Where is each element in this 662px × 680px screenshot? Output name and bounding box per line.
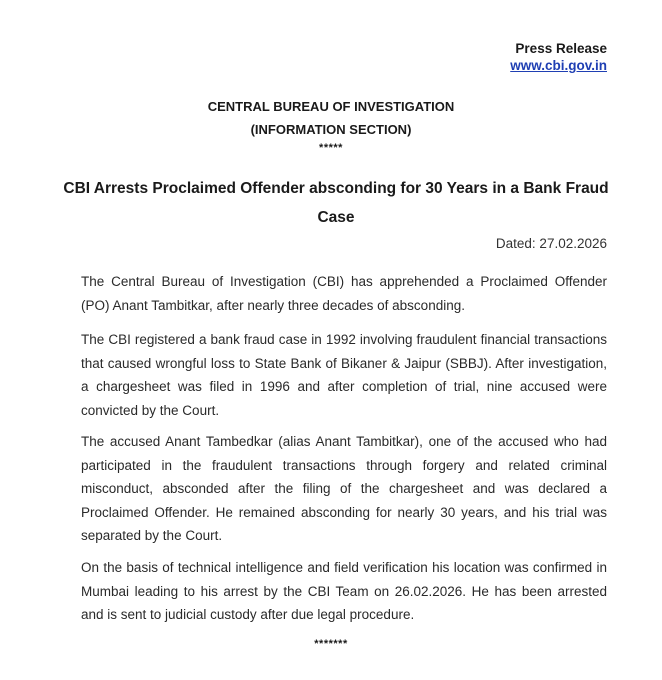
cbi-website-link[interactable]: www.cbi.gov.in <box>510 58 607 73</box>
organization-block <box>0 95 662 155</box>
paragraph-1: The Central Bureau of Investigation (CBI) has apprehended a Proclaimed Offender (PO) Anant Tambitkar, after nearly three decades of absconding. <box>81 274 607 313</box>
organization-name: CENTRAL BUREAU OF INVESTIGATION <box>207 99 455 114</box>
press-release-label: Press Release <box>515 41 607 56</box>
end-marker: ******* <box>314 638 348 650</box>
press-release-headline: CBI Arrests Proclaimed Offender absconding for 30 Years in a Bank Fraud Case <box>63 180 609 226</box>
paragraph-2: The CBI registered a bank fraud case in 1992 involving fraudulent financial transactions that caused wrongful loss to State Bank of Bikaner & Jaipur (SBBJ). After investigation, a chargesheet was filed in 1996 and after completion of trial, nine accused were convicted by the Court. <box>81 332 607 418</box>
press-release-header <box>510 40 607 74</box>
header-separator: ***** <box>319 142 343 154</box>
organization-section: (INFORMATION SECTION) <box>250 122 412 137</box>
release-date: Dated: 27.02.2026 <box>495 236 607 251</box>
paragraph-3: The accused Anant Tambedkar (alias Anant Tambitkar), one of the accused who had participated in the fraudulent transactions through forgery and related criminal misconduct, absconded after the filing of the chargesheet and was declared a Proclaimed Offender. He remained absconding for nearly 30 years, and his trial was separated by the Court. <box>81 434 607 543</box>
paragraph-4: On the basis of technical intelligence and field verification his location was confirmed in Mumbai leading to his arrest by the CBI Team on 26.02.2026. He has been arrested and is sent to judicial custody after due legal procedure. <box>81 560 607 622</box>
